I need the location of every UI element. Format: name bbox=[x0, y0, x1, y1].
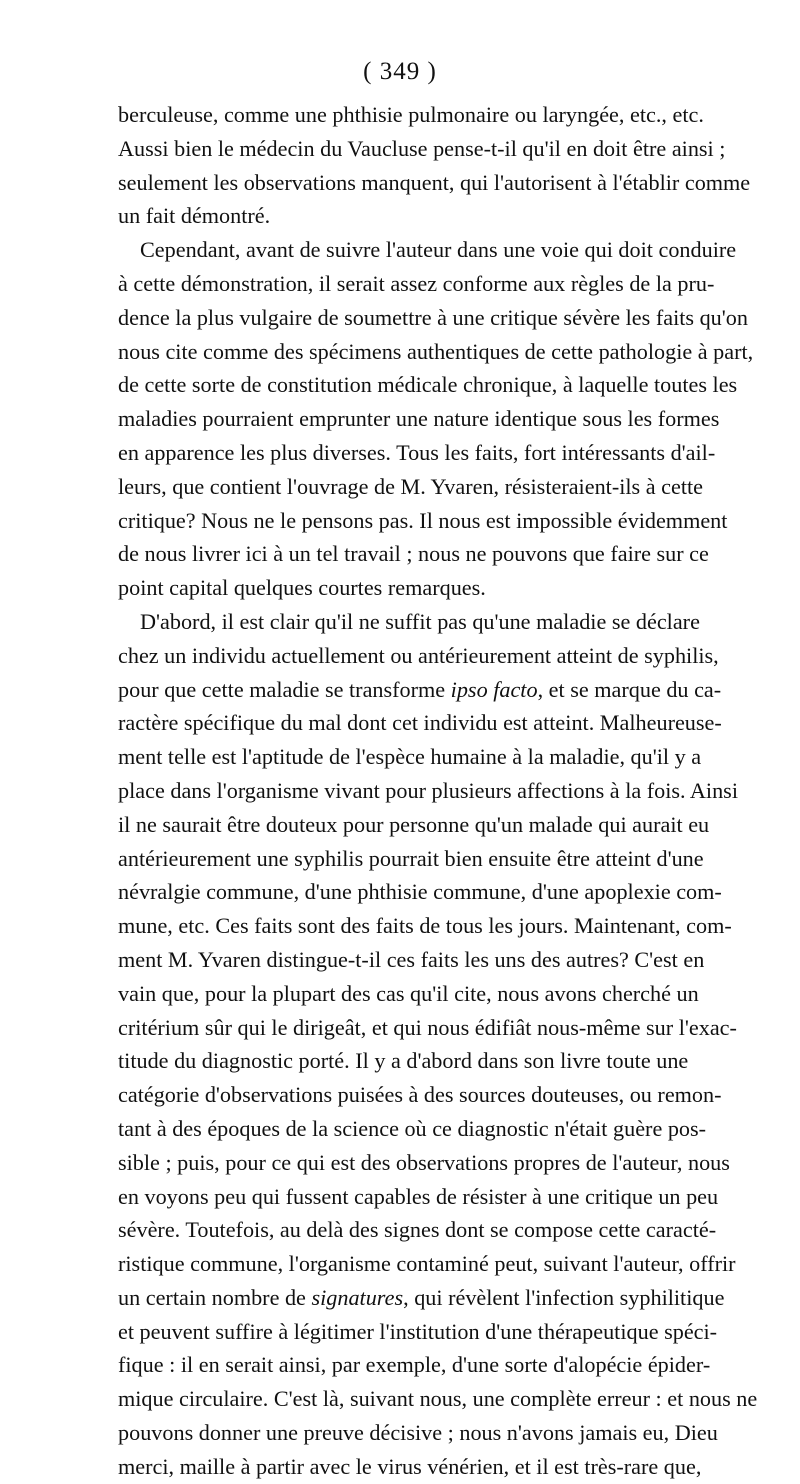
text-line: merci, maille à partir avec le virus vénérien, et il est très-rare que, bbox=[118, 1453, 702, 1479]
text-line: mune, etc. Ces faits sont des faits de tous les jours. Maintenant, com- bbox=[118, 913, 732, 939]
text-line: seulement les observations manquent, qui l'autorisent à l'établir comme bbox=[118, 169, 751, 195]
text-line: névralgie commune, d'une phthisie commune, d'une apoplexie com- bbox=[118, 879, 722, 905]
text-line: leurs, que contient l'ouvrage de M. Yvaren, résisteraient-ils à cette bbox=[118, 473, 703, 499]
text-line: D'abord, il est clair qu'il ne suffit pas qu'une maladie se déclare bbox=[140, 608, 700, 634]
text-line: vain que, pour la plupart des cas qu'il cite, nous avons cherché un bbox=[118, 980, 699, 1006]
text-line: mique circulaire. C'est là, suivant nous, une complète erreur : et nous ne bbox=[118, 1386, 758, 1412]
text-line: ment telle est l'aptitude de l'espèce humaine à la maladie, qu'il y a bbox=[118, 744, 702, 770]
text-line: place dans l'organisme vivant pour plusieurs affections à la fois. Ainsi bbox=[118, 777, 738, 803]
text-line: maladies pourraient emprunter une nature identique sous les formes bbox=[118, 406, 720, 432]
text-line: tant à des époques de la science où ce diagnostic n'était guère pos- bbox=[118, 1115, 707, 1141]
text-line: de cette sorte de constitution médicale chronique, à laquelle toutes les bbox=[118, 372, 738, 398]
text-line: sévère. Toutefois, au delà des signes dont se compose cette caracté- bbox=[118, 1217, 717, 1243]
text-line: en voyons peu qui fussent capables de résister à une critique un peu bbox=[118, 1183, 719, 1209]
text-line: pour que cette maladie se transforme ipso facto, et se marque du ca- bbox=[118, 676, 722, 702]
text-line: pouvons donner une preuve décisive ; nous n'avons jamais eu, Dieu bbox=[118, 1420, 718, 1446]
text-line: dence la plus vulgaire de soumettre à une critique sévère les faits qu'on bbox=[118, 304, 748, 330]
text-line: ractère spécifique du mal dont cet individu est atteint. Malheureuse- bbox=[118, 710, 722, 736]
text-line: antérieurement une syphilis pourrait bien ensuite être atteint d'une bbox=[118, 845, 704, 871]
paragraph bbox=[118, 98, 751, 233]
text-line: un fait démontré. bbox=[118, 203, 271, 229]
text-line: fique : il en serait ainsi, par exemple, d'une sorte d'alopécie épider- bbox=[118, 1352, 711, 1378]
text-line: Cependant, avant de suivre l'auteur dans une voie qui doit conduire bbox=[140, 237, 737, 263]
italic-text: signatures bbox=[311, 1284, 404, 1310]
text-line: il ne saurait être douteux pour personne qu'un malade qui aurait eu bbox=[118, 811, 710, 837]
text-line: un certain nombre de signatures, qui révèlent l'infection syphilitique bbox=[118, 1284, 725, 1310]
text-line: critérium sûr qui le dirigeât, et qui nous édifiât nous-même sur l'exac- bbox=[118, 1014, 737, 1040]
text-line: ment M. Yvaren distingue-t-il ces faits les uns des autres? C'est en bbox=[118, 946, 705, 972]
text-line: en apparence les plus diverses. Tous les faits, fort intéressants d'ail- bbox=[118, 439, 716, 465]
text-line: berculeuse, comme une phthisie pulmonaire ou laryngée, etc., etc. bbox=[118, 102, 704, 127]
text-line: titude du diagnostic porté. Il y a d'abord dans son livre toute une bbox=[118, 1048, 689, 1074]
text-line: à cette démonstration, il serait assez conforme aux règles de la pru- bbox=[118, 270, 715, 296]
text-line: catégorie d'observations puisées à des sources douteuses, ou remon- bbox=[118, 1082, 722, 1108]
paragraph bbox=[118, 605, 758, 1484]
body-text bbox=[118, 98, 758, 1484]
text-line: et peuvent suffire à légitimer l'institution d'une thérapeutique spéci- bbox=[118, 1318, 718, 1344]
text-line: de nous livrer ici à un tel travail ; nous ne pouvons que faire sur ce bbox=[118, 541, 709, 567]
text-line: Aussi bien le médecin du Vaucluse pense-t-il qu'il en doit être ainsi ; bbox=[118, 135, 726, 161]
text-line: nous cite comme des spécimens authentiques de cette pathologie à part, bbox=[118, 338, 754, 364]
text-line: critique? Nous ne le pensons pas. Il nous est impossible évidemment bbox=[118, 507, 728, 533]
text-line: sible ; puis, pour ce qui est des observations propres de l'auteur, nous bbox=[118, 1149, 730, 1175]
italic-text: ipso facto bbox=[450, 676, 538, 702]
page-number: ( 349 ) bbox=[363, 58, 437, 85]
paragraph bbox=[118, 233, 754, 605]
text-line: chez un individu actuellement ou antérieurement atteint de syphilis, bbox=[118, 642, 719, 668]
text-line: point capital quelques courtes remarques. bbox=[118, 575, 486, 601]
text-line: ristique commune, l'organisme contaminé peut, suivant l'auteur, offrir bbox=[118, 1251, 736, 1277]
